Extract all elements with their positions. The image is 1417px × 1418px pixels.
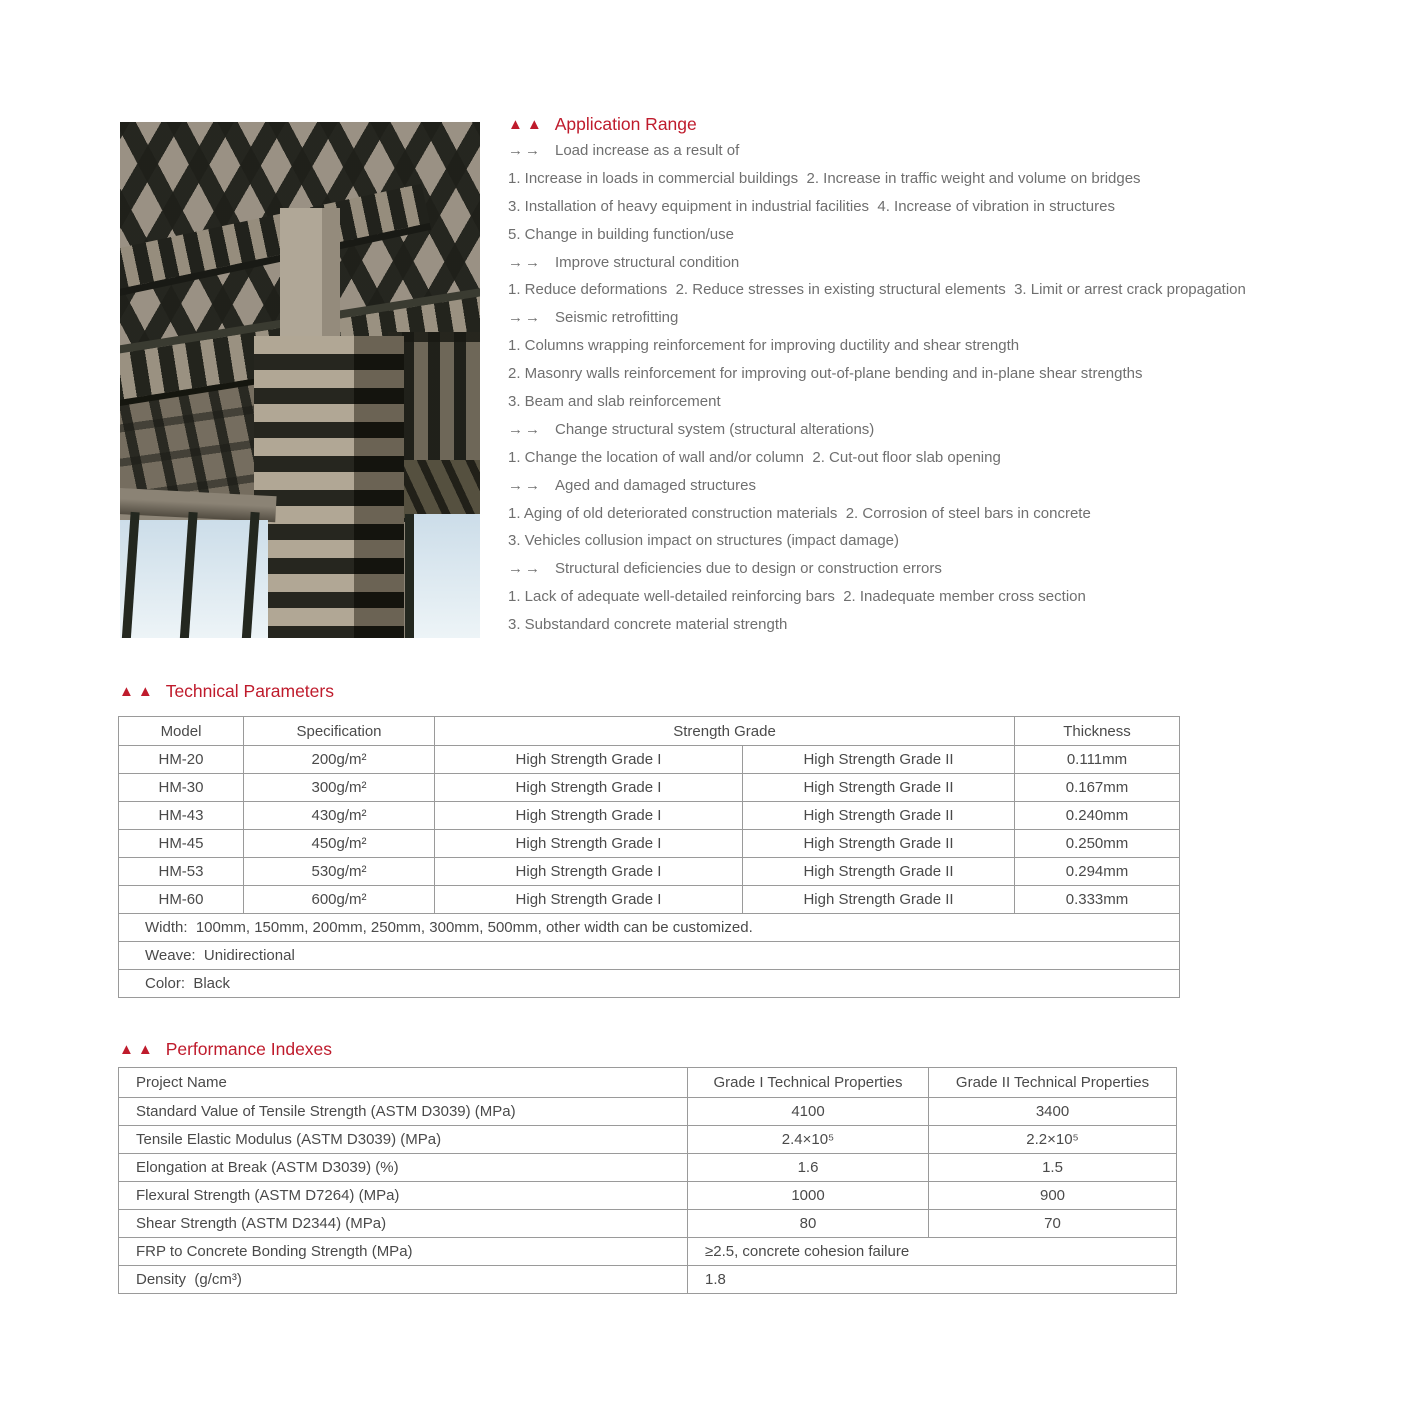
table-row: [119, 1098, 1177, 1126]
app-line: [508, 421, 1348, 449]
app-line-text: Aged and damaged structures: [555, 476, 756, 494]
note-width: Width: 100mm, 150mm, 200mm, 250mm, 300mm, 500mm, other width can be customized.: [119, 914, 1180, 942]
cell-grade2-value: 1.5: [929, 1154, 1177, 1182]
app-line-text: Load increase as a result of: [555, 142, 740, 159]
structure-photo: [120, 122, 480, 638]
app-line-text: 2. Masonry walls reinforcement for improving out-of-plane bending and in-plane shear strengths: [508, 365, 1143, 383]
app-line-text: 1. Increase in loads in commercial buildings 2. Increase in traffic weight and volume on bridges: [508, 169, 1141, 187]
cell-model: HM-43: [119, 802, 244, 830]
photo-window-mullion: [179, 512, 197, 638]
photo-window: [405, 514, 480, 638]
table-row: [119, 774, 1180, 802]
app-line-text: Seismic retrofitting: [555, 309, 679, 327]
cell-grade2: High Strength Grade II: [743, 830, 1015, 858]
cell-grade1-value: 4100: [688, 1098, 929, 1126]
cell-grade1-value: 1.6: [688, 1154, 929, 1182]
cell-grade1-value: 80: [688, 1210, 929, 1238]
photo-column-shadow-face: [354, 336, 404, 638]
cell-project: Elongation at Break (ASTM D3039) (%): [119, 1154, 688, 1182]
cell-grade2-value: 70: [929, 1210, 1177, 1238]
photo-window: [120, 520, 268, 638]
double-arrow-icon: →→: [508, 142, 542, 159]
table-row: [119, 746, 1180, 774]
app-line: [508, 365, 1348, 393]
cell-grade2: High Strength Grade II: [743, 858, 1015, 886]
app-line: [508, 532, 1348, 560]
table-row: [119, 1182, 1177, 1210]
app-line: [508, 309, 1348, 337]
cell-grade2-value: 900: [929, 1182, 1177, 1210]
table-row: [119, 858, 1180, 886]
application-range-heading: [508, 114, 1348, 135]
cell-merged-value: 1.8: [688, 1266, 1177, 1294]
cell-grade1: High Strength Grade I: [435, 858, 743, 886]
photo-ceiling-right-lower: [404, 460, 480, 518]
table-row: [119, 1238, 1177, 1266]
header-grade1: Grade I Technical Properties: [688, 1068, 929, 1098]
app-line-text: 3. Substandard concrete material strength: [508, 616, 788, 634]
cell-project: Flexural Strength (ASTM D7264) (MPa): [119, 1182, 688, 1210]
section-marker-icon: ▲▲: [119, 1041, 157, 1058]
app-line: [508, 254, 1348, 282]
app-line: [508, 142, 1348, 170]
cell-spec: 430g/m²: [244, 802, 435, 830]
cell-spec: 530g/m²: [244, 858, 435, 886]
section-marker-icon: ▲▲: [119, 683, 157, 700]
note-color: Color: Black: [119, 970, 1180, 998]
cell-model: HM-60: [119, 886, 244, 914]
cell-project: Shear Strength (ASTM D2344) (MPa): [119, 1210, 688, 1238]
double-arrow-icon: →→: [508, 253, 542, 271]
table-note-row: [119, 942, 1180, 970]
header-specification: Specification: [244, 717, 435, 746]
cell-thickness: 0.167mm: [1015, 774, 1180, 802]
app-line-text: 3. Installation of heavy equipment in industrial facilities 4. Increase of vibration in structures: [508, 197, 1115, 215]
cell-spec: 600g/m²: [244, 886, 435, 914]
section-title: Application Range: [554, 114, 697, 134]
app-line: [508, 588, 1348, 616]
table-row: [119, 886, 1180, 914]
table-header-row: [119, 717, 1180, 746]
cell-grade1: High Strength Grade I: [435, 746, 743, 774]
cell-spec: 450g/m²: [244, 830, 435, 858]
app-line-text: 1. Aging of old deteriorated construction materials 2. Corrosion of steel bars in concrete: [508, 504, 1091, 522]
section-title: Technical Parameters: [165, 681, 334, 701]
app-line: [508, 449, 1348, 477]
cell-grade2-value: 2.2×10⁵: [929, 1126, 1177, 1154]
double-arrow-icon: →→: [508, 309, 542, 327]
app-line-text: 5. Change in building function/use: [508, 225, 734, 243]
cell-project: FRP to Concrete Bonding Strength (MPa): [119, 1238, 688, 1266]
app-line: [508, 477, 1348, 505]
cell-grade2: High Strength Grade II: [743, 886, 1015, 914]
app-line-text: 3. Beam and slab reinforcement: [508, 393, 721, 411]
technical-parameters-heading: [119, 681, 334, 702]
app-line: [508, 170, 1348, 198]
cell-spec: 300g/m²: [244, 774, 435, 802]
app-line: [508, 393, 1348, 421]
cell-thickness: 0.294mm: [1015, 858, 1180, 886]
table-note-row: [119, 914, 1180, 942]
cell-thickness: 0.333mm: [1015, 886, 1180, 914]
app-line-text: 1. Lack of adequate well-detailed reinforcing bars 2. Inadequate member cross section: [508, 588, 1086, 606]
header-strength-grade: Strength Grade: [435, 717, 1015, 746]
double-arrow-icon: →→: [508, 420, 542, 438]
cell-grade2: High Strength Grade II: [743, 746, 1015, 774]
table-header-row: [119, 1068, 1177, 1098]
section-title: Performance Indexes: [165, 1039, 333, 1059]
header-grade2: Grade II Technical Properties: [929, 1068, 1177, 1098]
section-marker-icon: ▲▲: [508, 116, 546, 133]
header-model: Model: [119, 717, 244, 746]
app-line-text: 1. Columns wrapping reinforcement for improving ductility and shear strength: [508, 337, 1020, 355]
double-arrow-icon: →→: [508, 560, 542, 578]
photo-window-mullion: [121, 512, 139, 638]
cell-thickness: 0.240mm: [1015, 802, 1180, 830]
cell-project: Tensile Elastic Modulus (ASTM D3039) (MPa): [119, 1126, 688, 1154]
app-line: [508, 616, 1348, 644]
cell-grade1: High Strength Grade I: [435, 830, 743, 858]
cell-project: Density (g/cm³): [119, 1266, 688, 1294]
note-weave: Weave: Unidirectional: [119, 942, 1180, 970]
cell-grade2: High Strength Grade II: [743, 802, 1015, 830]
cell-grade1-value: 1000: [688, 1182, 929, 1210]
cell-thickness: 0.250mm: [1015, 830, 1180, 858]
app-line: [508, 560, 1348, 588]
cell-model: HM-53: [119, 858, 244, 886]
app-line: [508, 337, 1348, 365]
cell-model: HM-20: [119, 746, 244, 774]
table-row: [119, 1210, 1177, 1238]
cell-grade1: High Strength Grade I: [435, 802, 743, 830]
app-line: [508, 198, 1348, 226]
table-row: [119, 1126, 1177, 1154]
photo-window-mullion: [241, 512, 259, 638]
cell-grade1: High Strength Grade I: [435, 774, 743, 802]
cell-grade2: High Strength Grade II: [743, 774, 1015, 802]
table-note-row: [119, 970, 1180, 998]
cell-merged-value: ≥2.5, concrete cohesion failure: [688, 1238, 1177, 1266]
photo-column-top: [280, 208, 340, 350]
cell-thickness: 0.111mm: [1015, 746, 1180, 774]
cell-spec: 200g/m²: [244, 746, 435, 774]
table-row: [119, 802, 1180, 830]
app-line-text: Structural deficiencies due to design or construction errors: [555, 560, 942, 578]
cell-project: Standard Value of Tensile Strength (ASTM D3039) (MPa): [119, 1098, 688, 1126]
table-row: [119, 830, 1180, 858]
app-line: [508, 505, 1348, 533]
technical-parameters-table: [118, 716, 1180, 998]
cell-model: HM-30: [119, 774, 244, 802]
performance-indexes-heading: [119, 1039, 332, 1060]
app-line-text: 1. Reduce deformations 2. Reduce stresses in existing structural elements 3. Limit or arrest crack propagation: [508, 281, 1246, 299]
table-row: [119, 1266, 1177, 1294]
header-project-name: Project Name: [119, 1068, 688, 1098]
app-line: [508, 281, 1348, 309]
app-line: [508, 226, 1348, 254]
double-arrow-icon: →→: [508, 476, 542, 494]
photo-wrapped-column: [254, 336, 404, 638]
cell-grade1: High Strength Grade I: [435, 886, 743, 914]
application-range-section: [508, 114, 1348, 644]
cell-grade2-value: 3400: [929, 1098, 1177, 1126]
header-thickness: Thickness: [1015, 717, 1180, 746]
cell-grade1-value: 2.4×10⁵: [688, 1126, 929, 1154]
app-line-text: Change structural system (structural alterations): [555, 420, 875, 438]
cell-model: HM-45: [119, 830, 244, 858]
app-line-text: Improve structural condition: [555, 253, 740, 271]
performance-indexes-table: [118, 1067, 1177, 1294]
table-row: [119, 1154, 1177, 1182]
app-line-text: 3. Vehicles collusion impact on structures (impact damage): [508, 532, 900, 550]
photo-column-face: [254, 336, 354, 638]
app-line-text: 1. Change the location of wall and/or column 2. Cut-out floor slab opening: [508, 448, 1001, 466]
